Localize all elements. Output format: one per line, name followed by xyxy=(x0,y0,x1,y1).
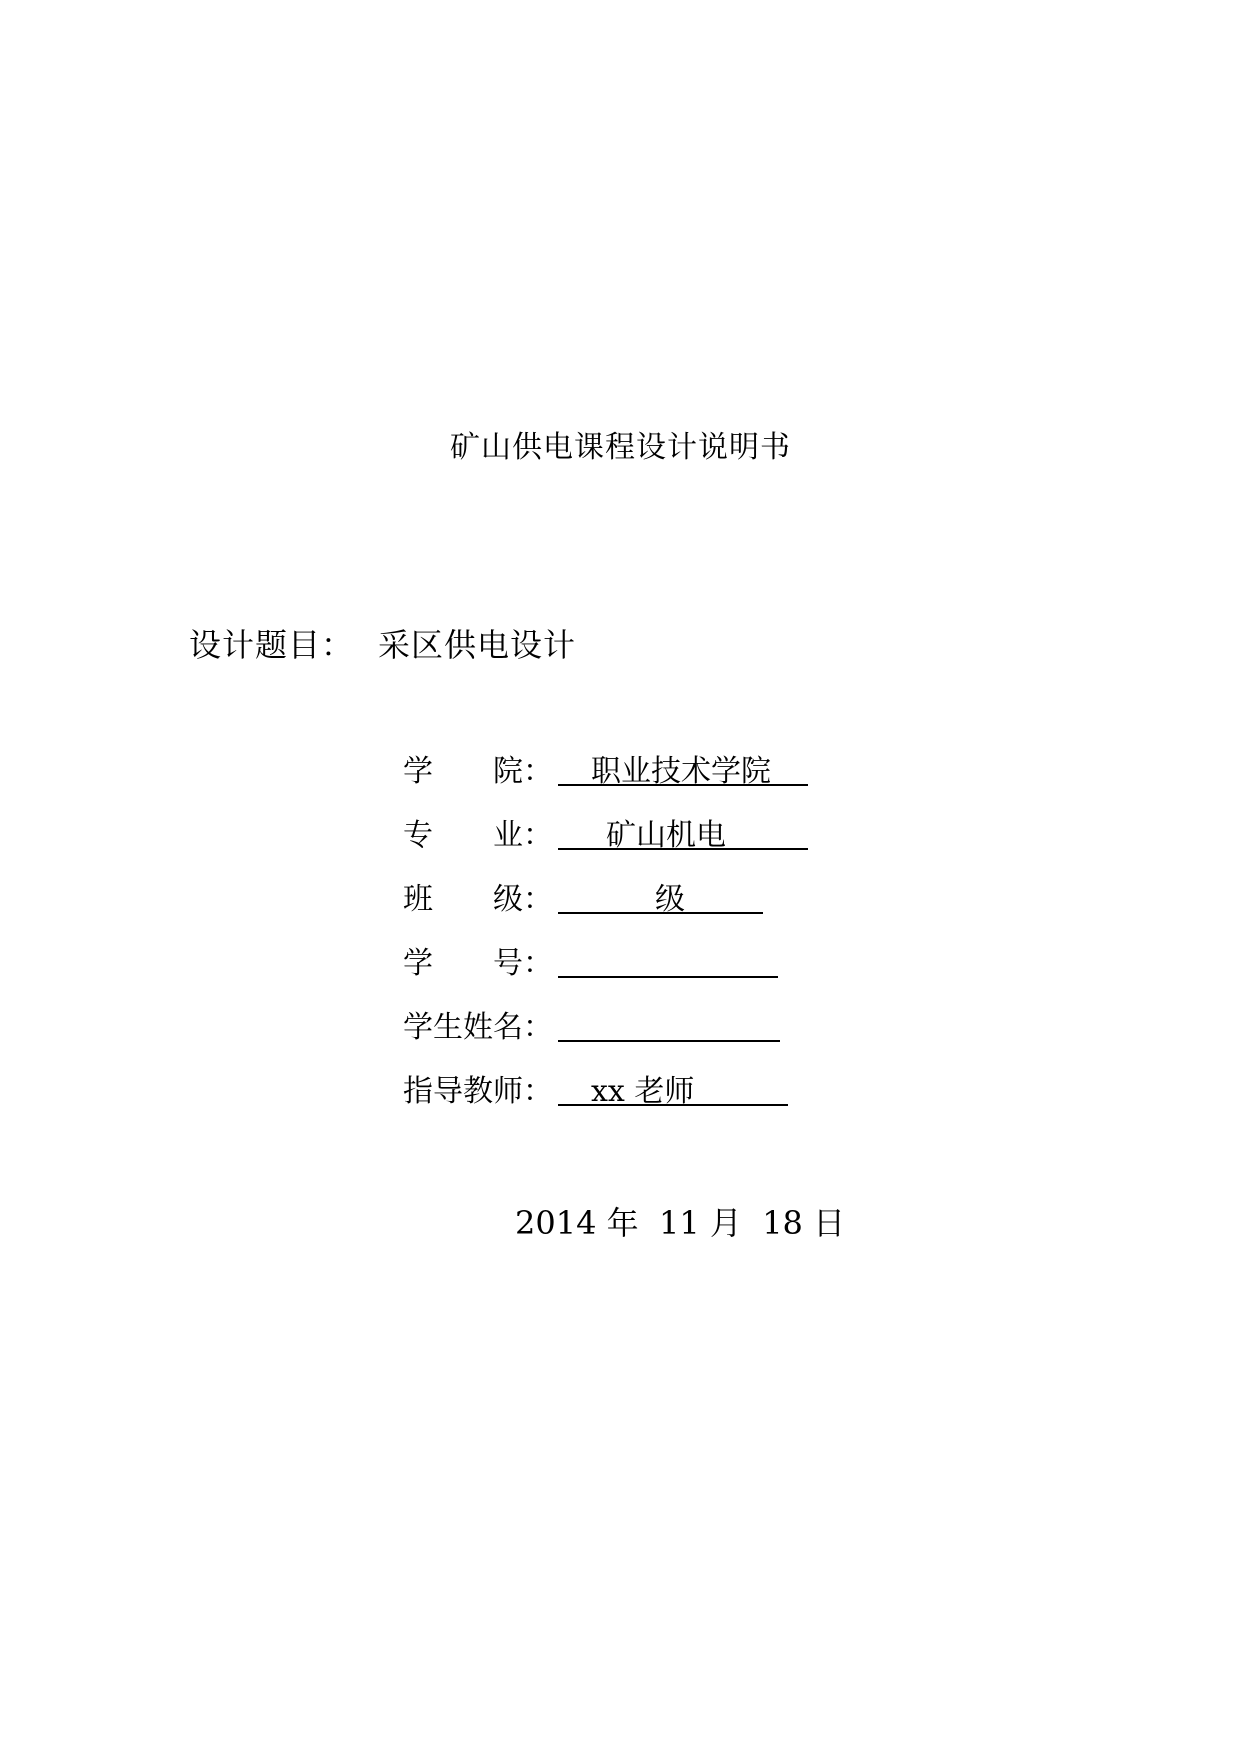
advisor-value: xx 老师 xyxy=(591,1074,695,1109)
college-value: 职业技术学院 xyxy=(591,754,771,789)
class-value: 级 xyxy=(655,882,685,917)
student-id-underline xyxy=(558,938,778,978)
class-label: 班 级： xyxy=(403,882,553,917)
student-name-field xyxy=(403,1002,823,1046)
college-field xyxy=(403,746,823,790)
major-field xyxy=(403,810,823,854)
document-title: 矿山供电课程设计说明书 xyxy=(450,430,791,465)
student-id-label: 学 号： xyxy=(403,946,553,981)
student-name-label: 学生姓名： xyxy=(403,1010,553,1045)
major-label: 专 业： xyxy=(403,818,553,853)
document-date: 2014 年 11 月 18 日 xyxy=(515,1204,846,1242)
student-name-underline xyxy=(558,1002,780,1042)
advisor-label: 指导教师： xyxy=(403,1074,553,1109)
college-label: 学 院： xyxy=(403,754,553,789)
major-value: 矿山机电 xyxy=(606,818,726,853)
student-id-field xyxy=(403,938,823,982)
class-field xyxy=(403,874,823,918)
design-topic-label: 设计题目： xyxy=(189,626,355,664)
design-topic-value: 采区供电设计 xyxy=(378,626,577,664)
advisor-field xyxy=(403,1066,823,1110)
